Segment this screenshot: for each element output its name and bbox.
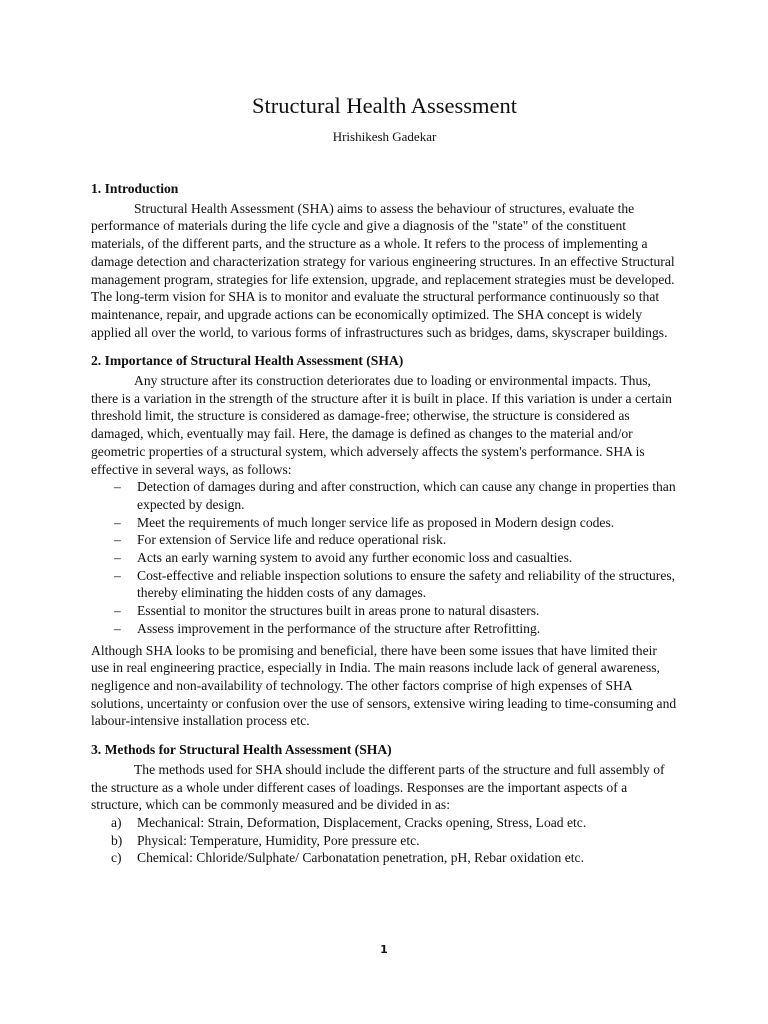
list-item: c) Chemical: Chloride/Sulphate/ Carbonatation penetration, pH, Rebar oxidation etc. xyxy=(111,850,584,866)
list-marker: – xyxy=(114,532,121,548)
list-marker: c) xyxy=(111,850,122,866)
document-title: Structural Health Assessment xyxy=(252,93,517,118)
section-heading-methods: 3. Methods for Structural Health Assessment (SHA) xyxy=(91,742,392,758)
list-marker: – xyxy=(114,479,121,495)
list-item: b) Physical: Temperature, Humidity, Pore pressure etc. xyxy=(111,832,420,848)
methods-paragraph: The methods used for SHA should include the different parts of the structure and full assembly of the structure as a whole under different cases of loadings. Responses are the important aspects of a structure, which can be commonly measured and be divided in as: xyxy=(91,761,665,813)
list-item: – Meet the requirements of much longer service life as proposed in Modern design codes. xyxy=(114,514,615,530)
intro-paragraph: Structural Health Assessment (SHA) aims to assess the behaviour of structures, evaluate the performance of materials during the life cycle and give a diagnosis of the "state" of the constituent materials, of the different parts, and the structure as a whole. It refers to the process of implementing a damage detection and characterization strategy for various engineering structures. In an effective Structural management program, strategies for life extension, upgrade, and replacement strategies must be developed. The long-term vision for SHA is to monitor and evaluate the structural performance continuously so that maintenance, repair, and upgrade actions can be economically optimized. The SHA concept is widely applied all over the world, to various forms of infrastructures such as bridges, dams, skyscraper buildings. xyxy=(91,200,675,340)
list-marker: – xyxy=(114,550,121,566)
list-marker: – xyxy=(114,567,121,583)
list-marker: – xyxy=(114,514,121,530)
importance-list xyxy=(91,478,678,637)
list-item: – Cost-effective and reliable inspection solutions to ensure the safety and reliability of the structures, thereby eliminating the hidden costs of any damages. xyxy=(114,567,676,601)
list-item: – Essential to monitor the structures built in areas prone to natural disasters. xyxy=(114,603,540,619)
section-introduction xyxy=(91,180,678,341)
methods-list xyxy=(91,814,678,867)
section-methods xyxy=(91,741,678,867)
list-marker: – xyxy=(114,603,121,619)
list-item: – Detection of damages during and after construction, which can cause any change in properties than expected by design. xyxy=(114,479,676,512)
list-item: – Acts an early warning system to avoid any further economic loss and casualties. xyxy=(114,550,573,566)
list-item: a) Mechanical: Strain, Deformation, Displacement, Cracks opening, Stress, Load etc. xyxy=(111,814,587,830)
section-heading-importance: 2. Importance of Structural Health Assessment (SHA) xyxy=(91,353,404,369)
importance-paragraph: Any structure after its construction deteriorates due to loading or environmental impacts. Thus, there is a variation in the strength of the structure after it is built in place. If this variation is under a certain threshold limit, the structure is considered as damage-free; otherwise, the structure is considered as damaged, which, eventually may fail. Here, the damage is defined as changes to the material and/or geometric properties of a structural system, which adversely affects the system's performance. SHA is effective in several ways, as follows: xyxy=(91,373,672,477)
list-item: – For extension of Service life and reduce operational risk. xyxy=(114,532,447,548)
page-number: 1 xyxy=(380,943,388,956)
importance-closing-paragraph: Although SHA looks to be promising and beneficial, there have been some issues that have limited their use in real engineering practice, especially in India. The main reasons include lack of general awareness, negligence and non-availability of technology. The other factors comprise of high expenses of SHA solutions, uncertainty or confusion over the use of sensors, extensive wiring leading to time-consuming and labour-intensive installation process etc. xyxy=(91,642,677,729)
list-marker: – xyxy=(114,620,121,636)
section-heading-introduction: 1. Introduction xyxy=(91,181,179,196)
list-item: – Assess improvement in the performance of the structure after Retrofitting. xyxy=(114,620,541,636)
document-author: Hrishikesh Gadekar xyxy=(332,129,437,144)
section-importance xyxy=(91,352,678,730)
list-marker: b) xyxy=(111,832,123,848)
list-marker: a) xyxy=(111,814,122,830)
